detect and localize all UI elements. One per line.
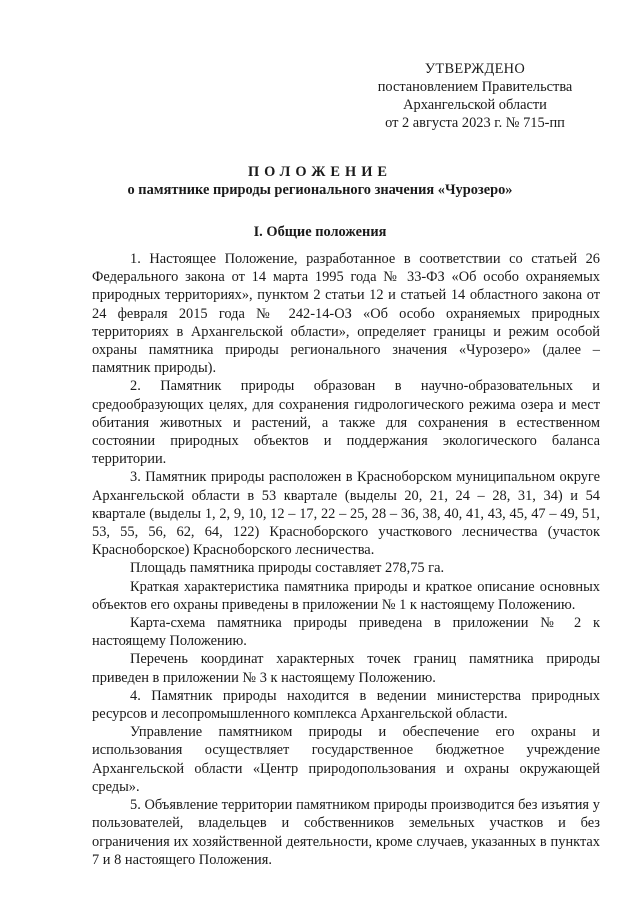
section-heading: I. Общие положения [253, 224, 387, 240]
paragraph: Управление памятником природы и обеспечение его охраны и использования осуществляет государственное бюджетное учреждение Архангельской области «Центр природопользования и охраны окружающей среды». [92, 724, 600, 795]
paragraph: Перечень координат характерных точек границ памятника природы приведен в приложении № 3 к настоящему Положению. [92, 651, 600, 686]
document-title: ПОЛОЖЕНИЕ [247, 164, 393, 180]
paragraph: 2. Памятник природы образован в научно-образовательных и средообразующих целях, для сохранения гидрологического режима озера и мест обитания животных и растений, а также для сохранения в естественном состоянии природных объектов и поддержания экологического баланса территории. [92, 378, 600, 468]
approval-stamp [350, 60, 600, 132]
paragraph: Карта-схема памятника природы приведена в приложении № 2 к настоящему Положению. [92, 615, 600, 650]
paragraph: 3. Памятник природы расположен в Красноборском муниципальном округе Архангельской области в 53 квартале (выделы 20, 21, 24 – 28, 31, 34) и 54 квартале (выделы 1, 2, 9, 10, 12 – 17, 22 – 25, 28 – 36, 38, 40, 41, 43, 45, 47 – 49, 51, 53, 55, 56, 62, 64, 122) Красноборского участкового лесничества (участок Красноборское) Красноборского лесничества. [92, 469, 600, 559]
paragraph: Краткая характеристика памятника природы и краткое описание основных объектов его охраны приведены в приложении № 1 к настоящему Положению. [92, 578, 600, 613]
document-subtitle: о памятнике природы регионального значения «Чурозеро» [127, 182, 513, 198]
document-body [92, 250, 600, 869]
paragraph: 1. Настоящее Положение, разработанное в соответствии со статьей 26 Федерального закона от 14 марта 1995 года № 33-ФЗ «Об особо охраняемых природных территориях», пунктом 2 статьи 12 и статьей 14 областного закона от 24 февраля 2015 года № 242-14-ОЗ «Об особо охраняемых природных территориях в Архангельской области», определяет границы и режим особой охраны памятника природы регионального значения «Чурозеро» (далее – памятник природы). [92, 251, 600, 377]
approval-line: постановлением Правительства [377, 79, 573, 95]
paragraph: Площадь памятника природы составляет 278,75 га. [130, 560, 445, 577]
paragraph: 5. Объявление территории памятником природы производится без изъятия у пользователей, владельцев и собственников земельных участков и без ограничения их хозяйственной деятельности, кроме случаев, указанных в пунктах 7 и 8 настоящего Положения. [92, 797, 600, 868]
approval-line: Архангельской области [403, 97, 547, 113]
paragraph: 4. Памятник природы находится в ведении министерства природных ресурсов и лесопромышленного комплекса Архангельской области. [92, 687, 600, 723]
approval-date-line: от 2 августа 2023 г. № 715-пп [385, 115, 565, 131]
approval-heading: УТВЕРЖДЕНО [424, 61, 526, 77]
